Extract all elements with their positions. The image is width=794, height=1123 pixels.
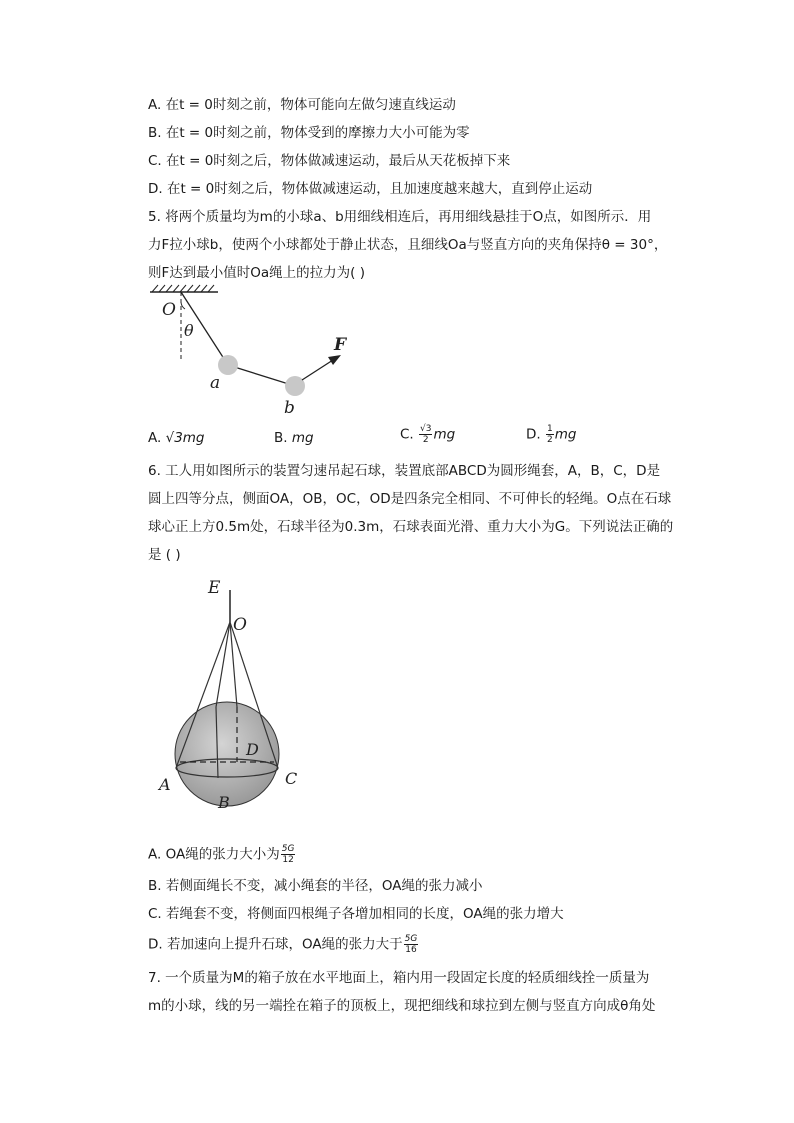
label-a: a bbox=[210, 373, 221, 393]
stone-ball bbox=[175, 702, 279, 806]
q5-option-b-text: mg bbox=[291, 430, 314, 446]
q6-stem-line4: 是 ( ) bbox=[148, 547, 181, 563]
q6-option-a-denominator: 12 bbox=[282, 855, 294, 865]
label-b: b bbox=[284, 398, 295, 418]
q5-option-a-text: √3mg bbox=[165, 430, 205, 446]
q4-option-c: C. 在t = 0时刻之后，物体做减速运动，最后从天花板掉下来 bbox=[148, 153, 511, 169]
force-arrowhead bbox=[328, 355, 341, 365]
q6-figure bbox=[150, 572, 320, 817]
q6-option-d-fraction bbox=[404, 934, 419, 955]
q6-option-a-text: A. OA绳的张力大小为 bbox=[148, 846, 280, 863]
q6-option-a-numerator: 5G bbox=[281, 844, 295, 854]
q5-option-a bbox=[148, 428, 205, 448]
q5-option-d-prefix: D. bbox=[526, 426, 545, 443]
angle-arc bbox=[181, 302, 185, 309]
label-theta: θ bbox=[184, 321, 194, 340]
q6-option-b: B. 若侧面绳长不变，减小绳套的半径，OA绳的张力减小 bbox=[148, 878, 483, 894]
q6-option-d-text: D. 若加速向上提升石球，OA绳的张力大于 bbox=[148, 936, 403, 953]
force-arrow-shaft bbox=[302, 360, 333, 380]
label-d: D bbox=[246, 740, 259, 759]
label-b: B bbox=[218, 793, 230, 812]
ceiling-hatch bbox=[152, 285, 214, 292]
q5-stem-line2: 力F拉小球b，使两个小球都处于静止状态，且细线Oa与竖直方向的夹角保持θ = 30°， bbox=[148, 237, 668, 253]
q4-option-d: D. 在t = 0时刻之后，物体做减速运动，且加速度越来越大，直到停止运动 bbox=[148, 181, 593, 197]
q6-option-d-numerator: 5G bbox=[404, 934, 418, 944]
q6-option-d-denominator: 16 bbox=[405, 945, 417, 955]
q6-option-a-fraction bbox=[281, 844, 296, 865]
label-a: A bbox=[159, 775, 171, 794]
q5-option-c-fraction bbox=[419, 424, 432, 445]
q6-option-c: C. 若绳套不变，将侧面四根绳子各增加相同的长度，OA绳的张力增大 bbox=[148, 906, 564, 922]
rope-ob-upper bbox=[216, 622, 230, 707]
q5-option-c-suffix: mg bbox=[433, 426, 456, 443]
label-e: E bbox=[208, 578, 221, 598]
q5-option-d-suffix: mg bbox=[554, 426, 577, 443]
q7-stem-line1: 7. 一个质量为M的箱子放在水平地面上，箱内用一段固定长度的轻质细线拴一质量为 bbox=[148, 970, 650, 986]
label-c: C bbox=[285, 769, 298, 788]
ball-b bbox=[285, 376, 305, 396]
q4-option-b: B. 在t = 0时刻之前，物体受到的摩擦力大小可能为零 bbox=[148, 125, 470, 141]
label-o: O bbox=[233, 615, 247, 635]
q5-option-d-numerator: 1 bbox=[546, 424, 553, 434]
q5-option-a-prefix: A. bbox=[148, 430, 166, 446]
q5-option-d-fraction bbox=[546, 424, 554, 445]
q5-option-c-numerator: √3 bbox=[420, 424, 432, 434]
q6-stem-line1: 6. 工人用如图所示的装置匀速吊起石球，装置底部ABCD为圆形绳套，A，B，C，D是 bbox=[148, 463, 661, 479]
q5-figure bbox=[140, 280, 370, 420]
q6-stem-line3: 球心正上方0.5m处，石球半径为0.3m，石球表面光滑、重力大小为G。下列说法正确的 bbox=[148, 519, 674, 535]
q5-option-b-prefix: B. bbox=[274, 430, 292, 446]
q5-option-c bbox=[400, 424, 455, 445]
label-o: O bbox=[162, 300, 176, 320]
q5-option-d bbox=[526, 424, 576, 445]
ball-a bbox=[218, 355, 238, 375]
q5-stem-line3: 则F达到最小值时Oa绳上的拉力为( ) bbox=[148, 265, 365, 281]
q5-option-c-prefix: C. bbox=[400, 426, 419, 443]
q5-option-b bbox=[274, 428, 314, 448]
q4-option-a: A. 在t = 0时刻之前，物体可能向左做匀速直线运动 bbox=[148, 97, 456, 113]
string-ab bbox=[228, 365, 295, 386]
q5-option-d-denominator: 2 bbox=[546, 435, 553, 445]
label-f: F bbox=[334, 335, 347, 355]
q5-stem-line1: 5. 将两个质量均为m的小球a、b用细线相连后，再用细线悬挂于O点，如图所示．用 bbox=[148, 209, 652, 225]
q5-option-c-denominator: 2 bbox=[422, 435, 429, 445]
q7-stem-line2: m的小球，线的另一端拴在箱子的顶板上，现把细线和球拉到左侧与竖直方向成θ角处 bbox=[148, 998, 656, 1014]
q6-stem-line2: 圆上四等分点，侧面OA，OB，OC，OD是四条完全相同、不可伸长的轻绳。O点在石球 bbox=[148, 491, 672, 507]
q6-option-a bbox=[148, 844, 296, 865]
q6-option-d bbox=[148, 934, 419, 955]
